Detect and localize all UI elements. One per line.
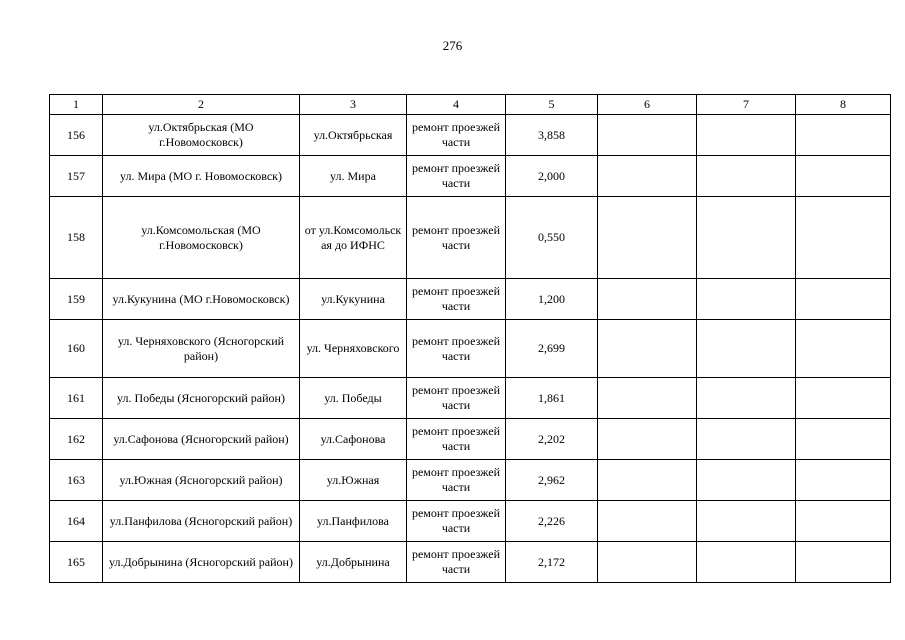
table-row [50,115,891,156]
road-repair-table [49,94,891,583]
table-row [50,501,891,542]
empty-cell [796,279,891,320]
empty-cell [697,542,796,583]
empty-cell [697,460,796,501]
length-value: 0,550 [506,197,598,279]
road-name: ул.Октябрьская (МО г.Новомосковск) [103,115,300,156]
work-type: ремонт проезжей части [407,542,506,583]
road-name: ул. Мира (МО г. Новомосковск) [103,156,300,197]
page-number: 276 [442,38,463,53]
empty-cell [697,197,796,279]
empty-cell [697,501,796,542]
road-section: ул.Октябрьская [300,115,407,156]
empty-cell [598,378,697,419]
road-name: ул. Победы (Ясногорский район) [103,378,300,419]
table-row [50,419,891,460]
empty-cell [598,419,697,460]
empty-cell [598,501,697,542]
empty-cell [598,197,697,279]
column-header: 7 [697,95,796,115]
empty-cell [697,320,796,378]
row-number: 159 [50,279,103,320]
empty-cell [598,279,697,320]
empty-cell [796,320,891,378]
road-name: ул.Кукунина (МО г.Новомосковск) [103,279,300,320]
column-header: 4 [407,95,506,115]
empty-cell [598,460,697,501]
road-section: ул.Сафонова [300,419,407,460]
row-number: 156 [50,115,103,156]
empty-cell [697,279,796,320]
length-value: 2,172 [506,542,598,583]
work-type: ремонт проезжей части [407,378,506,419]
header-row [50,95,891,115]
empty-cell [598,542,697,583]
work-type: ремонт проезжей части [407,115,506,156]
table-row [50,542,891,583]
row-number: 157 [50,156,103,197]
empty-cell [796,197,891,279]
road-name: ул.Добрынина (Ясногорский район) [103,542,300,583]
length-value: 3,858 [506,115,598,156]
empty-cell [796,501,891,542]
length-value: 2,962 [506,460,598,501]
road-section: ул.Добрынина [300,542,407,583]
length-value: 2,000 [506,156,598,197]
road-name: ул.Панфилова (Ясногорский район) [103,501,300,542]
road-name: ул.Комсомольская (МО г.Новомосковск) [103,197,300,279]
empty-cell [598,115,697,156]
work-type: ремонт проезжей части [407,156,506,197]
empty-cell [796,419,891,460]
empty-cell [697,115,796,156]
row-number: 162 [50,419,103,460]
row-number: 165 [50,542,103,583]
column-header: 1 [50,95,103,115]
table-row [50,197,891,279]
length-value: 2,226 [506,501,598,542]
table-row [50,320,891,378]
empty-cell [697,378,796,419]
empty-cell [796,378,891,419]
road-section: от ул.Комсомольск ая до ИФНС [300,197,407,279]
work-type: ремонт проезжей части [407,197,506,279]
empty-cell [697,419,796,460]
column-header: 3 [300,95,407,115]
work-type: ремонт проезжей части [407,320,506,378]
road-section: ул.Южная [300,460,407,501]
row-number: 158 [50,197,103,279]
work-type: ремонт проезжей части [407,419,506,460]
empty-cell [796,156,891,197]
empty-cell [796,542,891,583]
length-value: 2,699 [506,320,598,378]
row-number: 164 [50,501,103,542]
row-number: 160 [50,320,103,378]
row-number: 163 [50,460,103,501]
road-section: ул.Панфилова [300,501,407,542]
row-number: 161 [50,378,103,419]
work-type: ремонт проезжей части [407,279,506,320]
column-header: 8 [796,95,891,115]
column-header: 2 [103,95,300,115]
work-type: ремонт проезжей части [407,501,506,542]
road-section: ул.Кукунина [300,279,407,320]
table-row [50,378,891,419]
empty-cell [796,460,891,501]
length-value: 1,200 [506,279,598,320]
road-name: ул.Сафонова (Ясногорский район) [103,419,300,460]
table-row [50,156,891,197]
length-value: 1,861 [506,378,598,419]
road-section: ул. Победы [300,378,407,419]
empty-cell [598,320,697,378]
column-header: 6 [598,95,697,115]
work-type: ремонт проезжей части [407,460,506,501]
column-header: 5 [506,95,598,115]
empty-cell [598,156,697,197]
length-value: 2,202 [506,419,598,460]
table-row [50,460,891,501]
road-name: ул.Южная (Ясногорский район) [103,460,300,501]
road-section: ул. Черняховского [300,320,407,378]
road-section: ул. Мира [300,156,407,197]
empty-cell [796,115,891,156]
road-name: ул. Черняховского (Ясногорский район) [103,320,300,378]
empty-cell [697,156,796,197]
table-row [50,279,891,320]
